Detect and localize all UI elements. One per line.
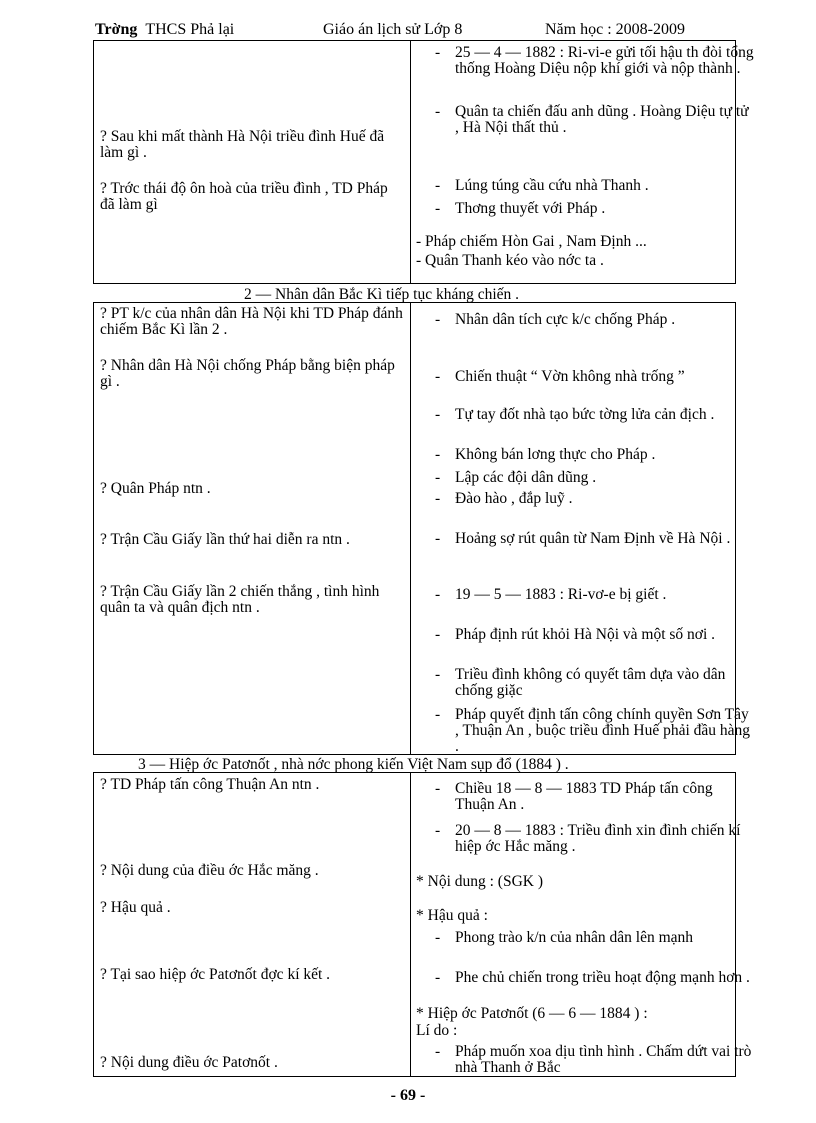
question-1-1: ? Sau khi mất thành Hà Nội triều đình Huế đã làm gì . [100,128,385,161]
answer-2-3: - Tự tay đốt nhà tạo bức tờng lửa cản địch . [419,407,755,423]
question-3-1: ? TD Pháp tấn công Thuận An ntn . [100,776,320,793]
question-2-4: ? Trận Cầu Giấy lần thứ hai diễn ra ntn . [100,531,350,548]
answer-3-3: * Nội dung : (SGK ) [416,873,544,890]
answer-3-9: - Pháp muốn xoa dịu tình hình . Chấm dứt vai trò nhà Thanh ở Bắc [419,1044,755,1076]
answer-2-10: - Triều đình không có quyết tâm dựa vào dân chống giặc [419,667,755,699]
answer-3-8: Lí do : [416,1022,458,1039]
answer-1-1: - 25 — 4 — 1882 : Ri-vi-e gửi tối hậu th đòi tổng thống Hoàng Diệu nộp khí giới và nộp thành . [419,45,755,77]
question-1-2: ? Trớc thái độ ôn hoà của triều đình , TD Pháp đã làm gì [100,180,388,213]
page-number: - 69 - [390,1087,426,1104]
answer-1-4: - Thơng thuyết với Pháp . [419,201,755,217]
answer-3-6: - Phe chủ chiến trong triều hoạt động mạnh hơn . [419,970,755,986]
question-2-2: ? Nhân dân Hà Nội chống Pháp bằng biện pháp gì . [100,357,395,390]
question-2-3: ? Quân Pháp ntn . [100,480,211,497]
answer-3-4: * Hậu quả : [416,907,488,924]
answer-2-8: - 19 — 5 — 1883 : Ri-vơ-e bị giết . [419,587,755,603]
answer-2-5: - Lập các đội dân dũng . [419,470,755,486]
answer-2-7: - Hoảng sợ rút quân từ Nam Định về Hà Nội . [419,531,755,547]
answer-2-9: - Pháp định rút khỏi Hà Nội và một số nơi . [419,627,755,643]
answer-1-3: - Lúng túng cầu cứu nhà Thanh . [419,178,755,194]
answer-2-4: - Không bán lơng thực cho Pháp . [419,447,755,463]
page-header [95,22,735,42]
school-year-label: Năm học : 2008-2009 [545,21,685,38]
answer-3-5: - Phong trào k/n của nhân dân lên mạnh [419,930,755,946]
question-3-2: ? Nội dung của điều ớc Hắc măng . [100,862,319,879]
table-1 [93,40,754,284]
answer-3-7: * Hiệp ớc Patơnốt (6 — 6 — 1884 ) : [416,1005,648,1022]
question-2-5: ? Trận Cầu Giấy lần 2 chiến thắng , tình hình quân ta và quân địch ntn . [100,583,380,616]
column-divider [410,41,411,283]
school-label: Trờng THCS Phả lại [95,21,235,38]
subject-label: Giáo án lịch sử Lớp 8 [323,21,463,38]
question-3-3: ? Hậu quả . [100,899,171,916]
question-3-5: ? Nội dung điều ớc Patơnốt . [100,1054,278,1071]
section-2-title: 2 — Nhân dân Bắc Kì tiếp tục kháng chiến . [244,286,520,303]
answer-2-6: - Đào hào , đắp luỹ . [419,491,755,507]
answer-2-1: - Nhân dân tích cực k/c chống Pháp . [419,312,755,328]
question-3-4: ? Tại sao hiệp ớc Patơnốt đợc kí kết . [100,966,331,983]
answer-2-2: - Chiến thuật “ Vờn không nhà trống ” [419,369,755,385]
answer-1-5: - Pháp chiếm Hòn Gai , Nam Định ... [416,233,647,250]
column-divider [410,773,411,1076]
answer-1-2: - Quân ta chiến đấu anh dũng . Hoàng Diệu tự tử , Hà Nội thất thủ . [419,104,755,136]
column-divider [410,303,411,754]
table-2 [93,302,751,755]
answer-3-2: - 20 — 8 — 1883 : Triều đình xin đình chiến kí hiệp ớc Hắc măng . [419,823,755,855]
table-3 [93,772,752,1077]
section-3-title: 3 — Hiệp ớc Patơnốt , nhà nớc phong kiến Việt Nam sụp đổ (1884 ) . [138,756,569,773]
answer-3-1: - Chiều 18 — 8 — 1883 TD Pháp tấn công Thuận An . [419,781,755,813]
answer-2-11: - Pháp quyết định tấn công chính quyền Sơn Tây , Thuận An , buộc triều đình Huế phải đầu hàng . [419,707,755,755]
answer-1-6: - Quân Thanh kéo vào nớc ta . [416,252,604,269]
question-2-1: ? PT k/c của nhân dân Hà Nội khi TD Pháp đánh chiếm Bắc Kì lần 2 . [100,305,403,338]
